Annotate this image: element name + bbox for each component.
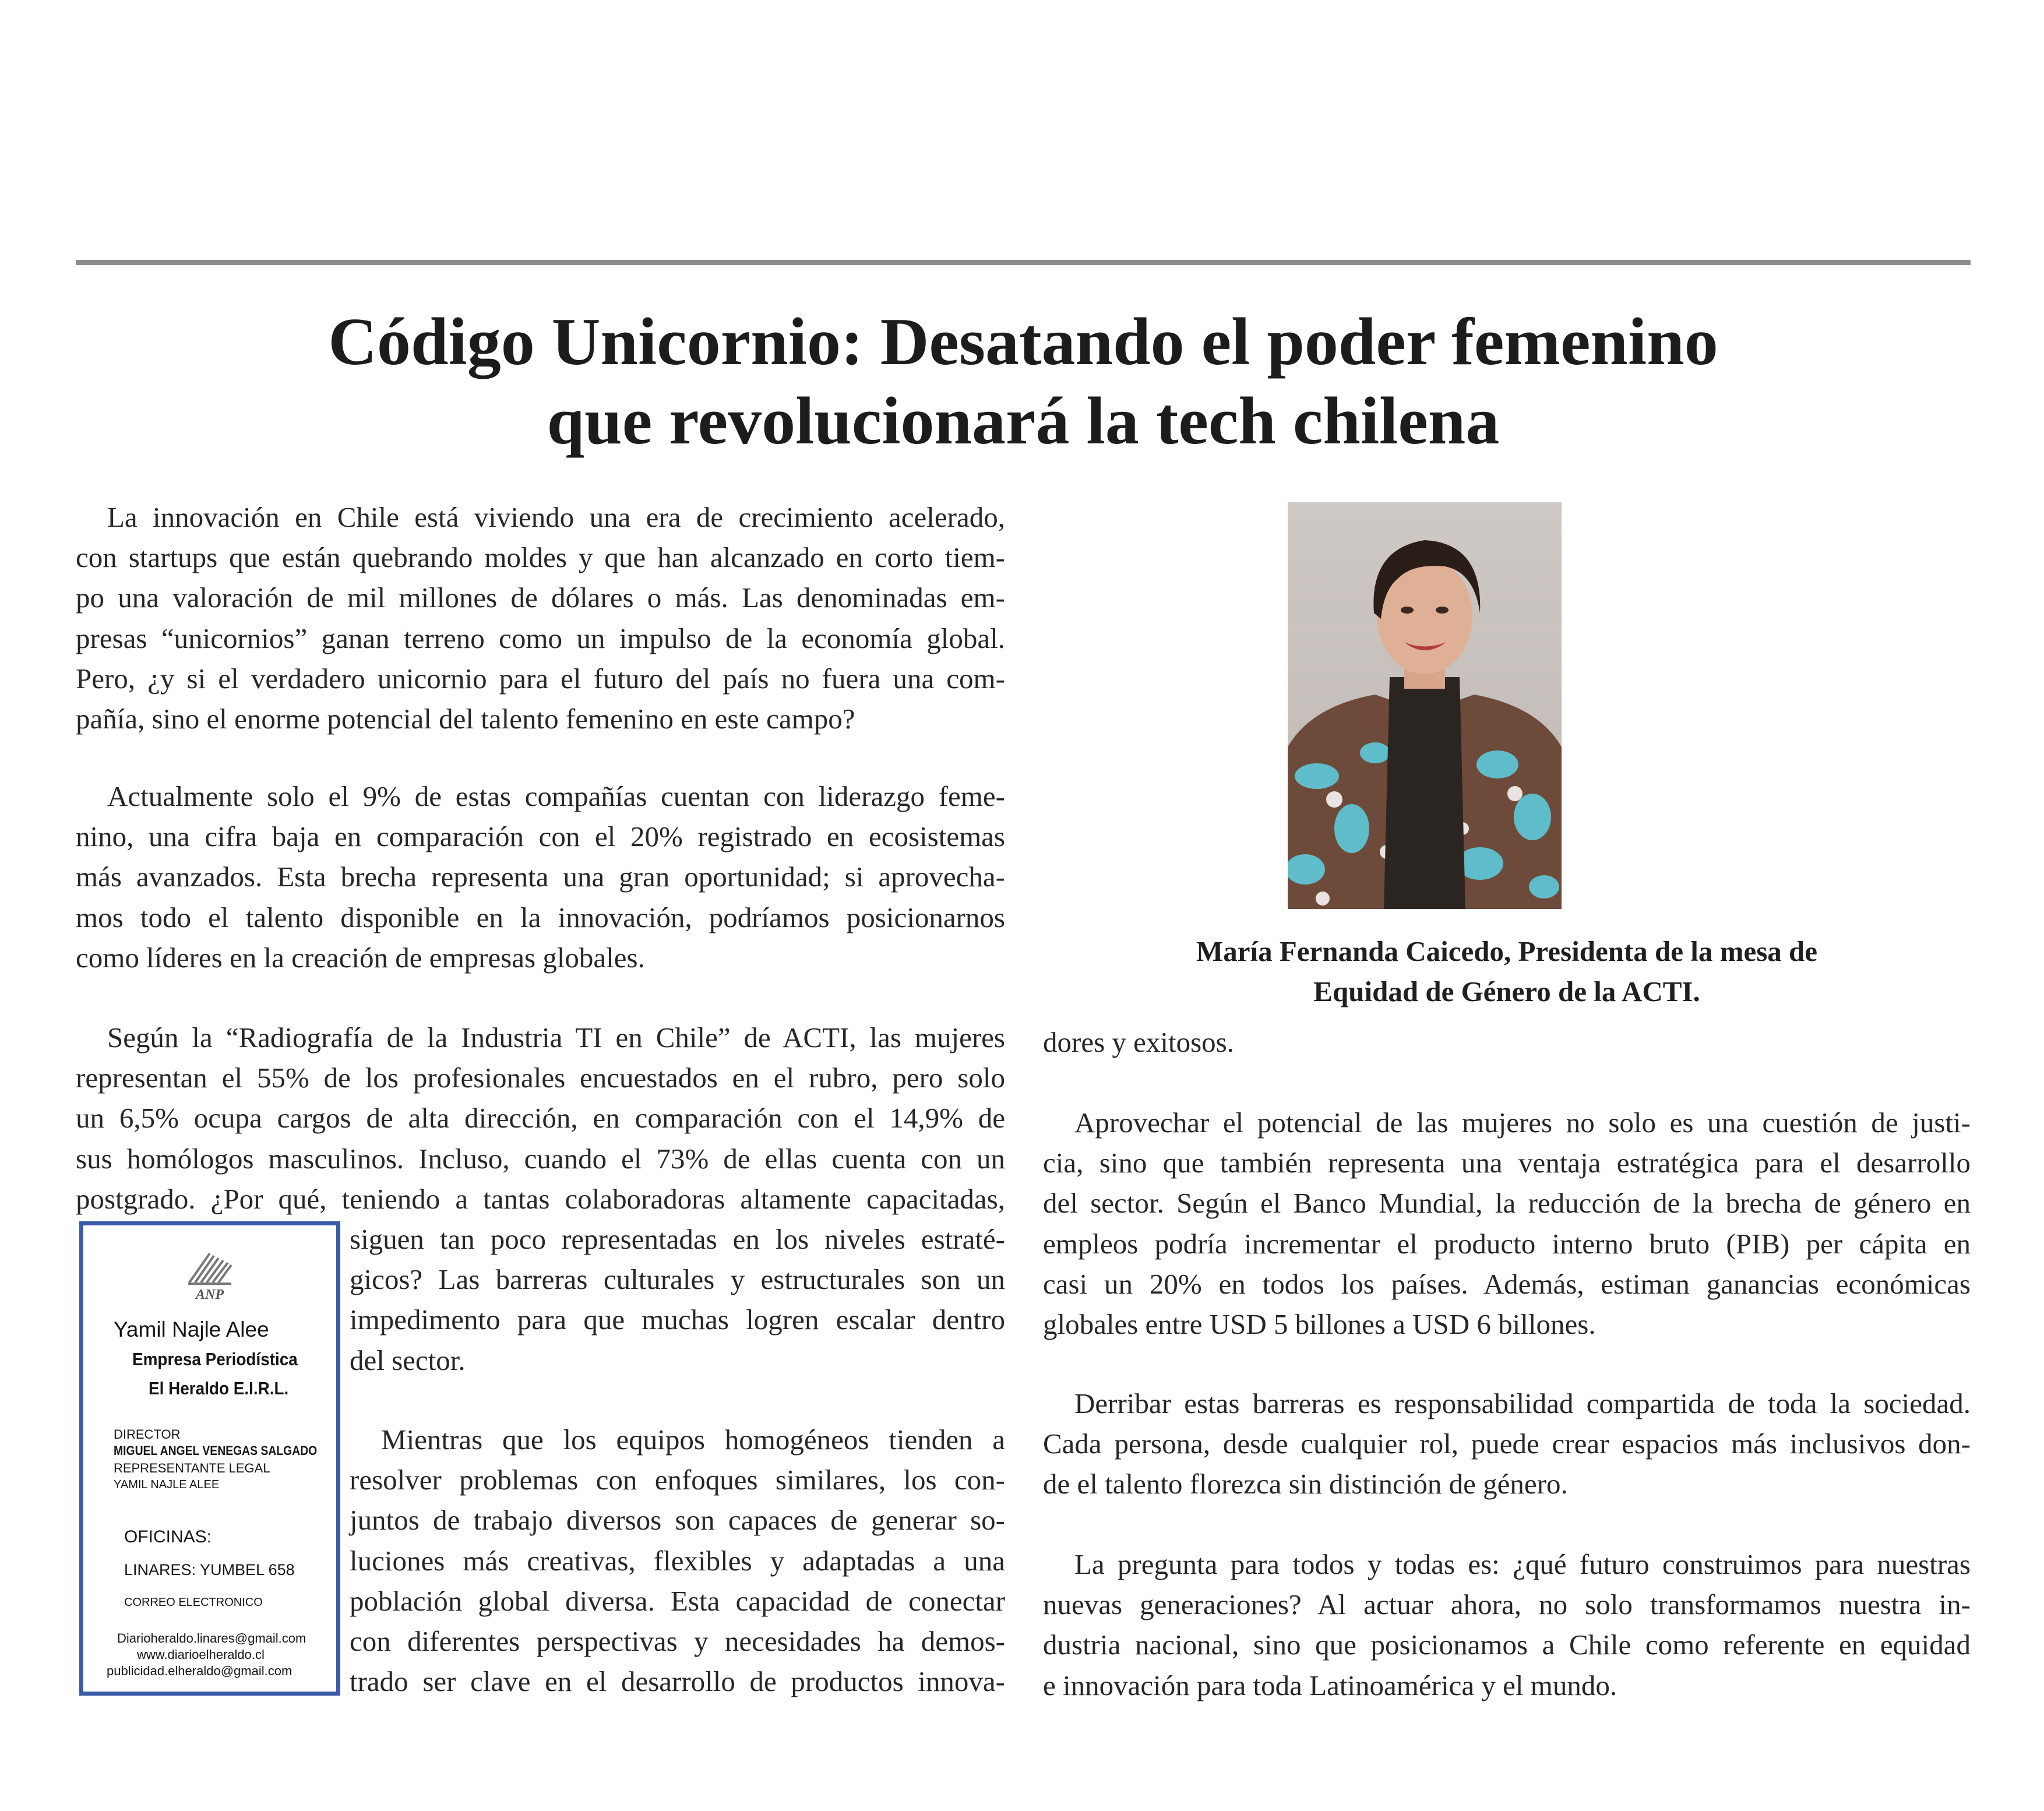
text-line: pañía, sino el enorme potencial del talento femenino en este campo? [76,703,855,735]
text-line: resolver problemas con enfoques similares, los con- [350,1464,1005,1496]
text-line: globales entre USD 5 billones a USD 6 billones. [1043,1308,1596,1341]
text-line: Según la “Radiografía de la Industria TI en Chile” de ACTI, las mujeres [107,1021,1005,1054]
text-line: del sector. Según el Banco Mundial, la reducción de la brecha de género en [1043,1187,1971,1220]
text-line: de el talento florezca sin distinción de género. [1043,1468,1568,1500]
company-legal-name: El Heraldo E.I.R.L. [149,1378,289,1398]
company-name: Empresa Periodística [132,1349,298,1369]
text-line: postgrado. ¿Por qué, teniendo a tantas colaboradoras altamente capacitadas, [76,1182,1005,1215]
text-line: representan el 55% de los profesionales encuestados en el rubro, pero solo [76,1062,1005,1094]
masthead-credits-box [79,1221,340,1696]
text-line: nino, una cifra baja en comparación con el 20% registrado en ecosistemas [76,820,1005,853]
legal-representative-label: REPRESENTANTE LEGAL [114,1461,270,1475]
paragraph-continuation [1043,1022,1971,1062]
caption-line: María Fernanda Caicedo, Presidenta de la mesa de [1196,935,1818,967]
text-line: más avanzados. Esta brecha representa una gran oportunidad; si aprovecha- [76,861,1005,893]
text-line: trado ser clave en el desarrollo de productos innova- [350,1665,1005,1698]
paragraph-radiografia [76,1017,1005,1219]
text-line: empleos podría incrementar el producto interno bruto (PIB) per cápita en [1043,1227,1971,1260]
text-line: La pregunta para todos y todas es: ¿qué futuro construimos para nuestras [1074,1548,1971,1580]
website: www.diarioelheraldo.cl [137,1647,265,1662]
header-rule [76,260,1971,265]
headline-line: Código Unicornio: Desatando el poder femenino [328,305,1718,379]
email-primary: Diarioheraldo.linares@gmail.com [117,1631,306,1646]
paragraph-potential [1043,1102,1971,1344]
paragraph-intro [76,497,1005,739]
text-line: Derribar estas barreras es responsabilidad compartida de toda la sociedad. [1074,1387,1971,1419]
text-line: juntos de trabajo diversos son capaces de generar so- [350,1504,1005,1537]
text-line: gicos? Las barreras culturales y estructurales son un [350,1263,1005,1296]
text-line: Mientras que los equipos homogéneos tienden a [381,1424,1005,1456]
director-name: MIGUEL ANGEL VENEGAS SALGADO [114,1443,318,1458]
offices-label: OFICINAS: [124,1527,212,1546]
logo-text: ANP [196,1287,224,1302]
text-line: como líderes en la creación de empresas globales. [76,941,645,974]
photo-caption [1043,931,1971,1012]
text-line: Aprovechar el potencial de las mujeres no solo es una cuestión de justi- [1074,1107,1971,1139]
text-line: mos todo el talento disponible en la innovación, podríamos posicionarnos [76,901,1005,933]
text-line: Pero, ¿y si el verdadero unicornio para el futuro del país no fuera una com- [76,662,1005,695]
article-headline [76,303,1971,461]
paragraph-diversity [350,1419,1005,1701]
legal-representative-name: YAMIL NAJLE ALEE [114,1478,220,1491]
text-line: dustria nacional, sino que posicionamos a Chile como referente en equidad [1043,1629,1971,1661]
text-line: casi un 20% en todos los países. Además, estiman ganancias económicas [1043,1267,1971,1300]
text-line: Cada persona, desde cualquier rol, puede crear espacios más inclusivos don- [1043,1428,1971,1460]
email-advertising: publicidad.elheraldo@gmail.com [107,1664,292,1678]
text-line: e innovación para toda Latinoamérica y el mundo. [1043,1669,1617,1701]
headline-line: que revolucionará la tech chilena [547,383,1500,459]
text-line: presas “unicornios” ganan terreno como un impulso de la economía global. [76,622,1005,654]
text-line: con startups que están quebrando moldes y que han alcanzado en corto tiem- [76,541,1005,574]
paragraph-barriers [1043,1383,1971,1505]
director-label: DIRECTOR [114,1427,181,1442]
text-line: un 6,5% ocupa cargos de alta dirección, en comparación con el 14,9% de [76,1102,1005,1134]
email-label: CORREO ELECTRONICO [124,1596,263,1609]
text-line: población global diversa. Esta capacidad de conectar [350,1584,1005,1617]
text-line: sus homólogos masculinos. Incluso, cuando el 73% de ellas cuenta con un [76,1142,1005,1175]
portrait-photo [1288,502,1562,909]
text-line: siguen tan poco representadas en los niveles estraté- [350,1223,1005,1255]
owner-name: Yamil Najle Alee [114,1317,269,1341]
office-address: LINARES: YUMBEL 658 [124,1561,295,1579]
paragraph-leadership [76,776,1005,978]
portrait-illustration [1288,502,1562,909]
text-line: Actualmente solo el 9% de estas compañías cuentan con liderazgo feme- [107,780,1005,812]
paragraph-radiografia-continued [350,1219,1005,1380]
text-line: con diferentes perspectivas y necesidades ha demos- [350,1625,1005,1658]
text-line: La innovación en Chile está viviendo una era de crecimiento acelerado, [107,501,1005,533]
text-line: cia, sino que también representa una ventaja estratégica para el desarrollo [1043,1147,1971,1179]
text-line: dores y exitosos. [1043,1026,1234,1058]
text-line: impedimento para que muchas logren escalar dentro [350,1303,1005,1336]
text-line: nuevas generaciones? Al actuar ahora, no solo transformamos nuestra in- [1043,1588,1971,1621]
caption-line: Equidad de Género de la ACTI. [1313,975,1700,1007]
text-line: del sector. [350,1344,466,1376]
paragraph-question [1043,1544,1971,1706]
anp-logo-icon [178,1242,242,1306]
text-line: luciones más creativas, flexibles y adaptadas a una [350,1544,1005,1577]
text-line: po una valoración de mil millones de dólares o más. Las denominadas em- [76,582,1005,614]
